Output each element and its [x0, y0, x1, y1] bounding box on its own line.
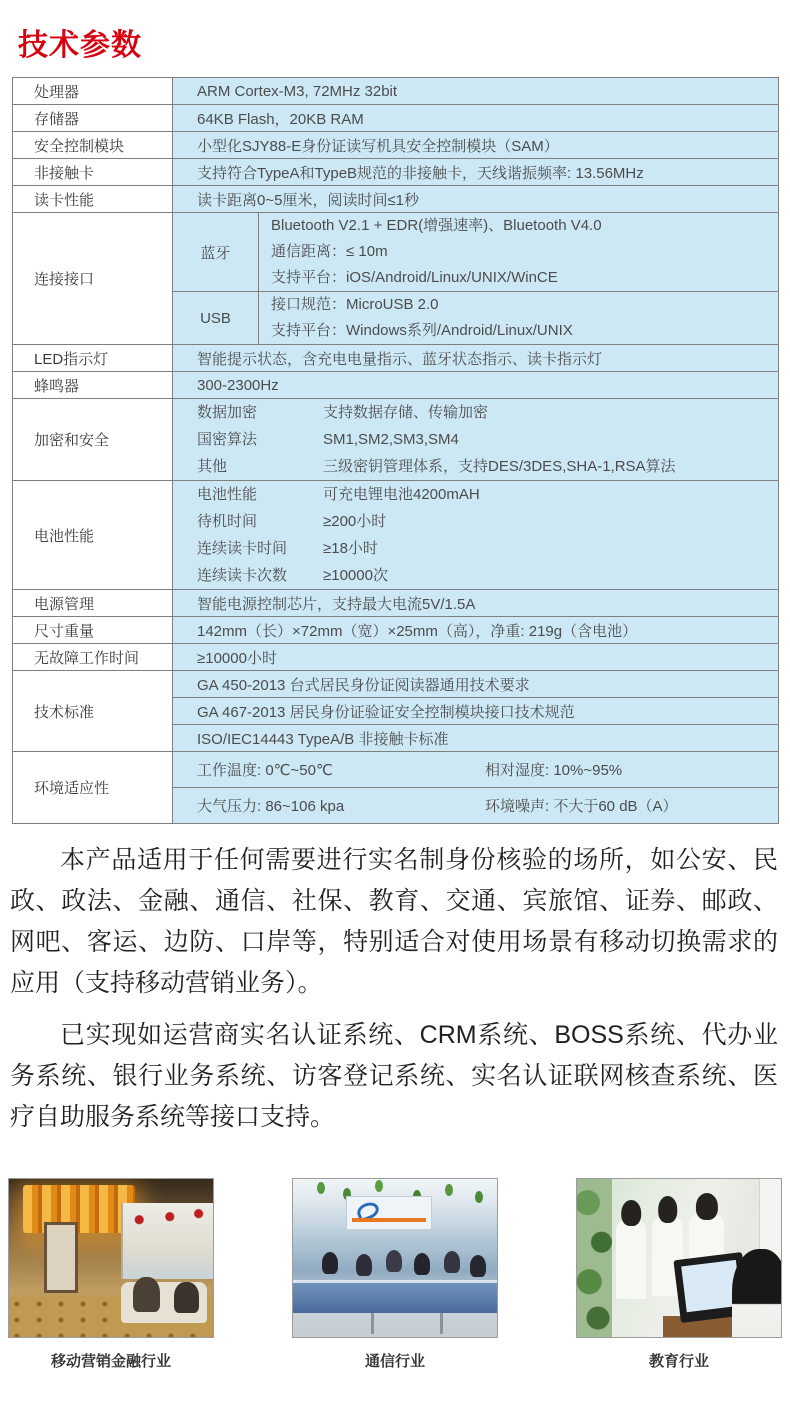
education-industry-photo — [576, 1178, 782, 1338]
spec-value: 300-2300Hz — [173, 372, 779, 399]
finance-industry-photo — [8, 1178, 214, 1338]
bluetooth-line: Bluetooth V2.1 + EDR(增强速率)、Bluetooth V4.0 — [271, 217, 602, 234]
environment-right-value: 环境噪声: 不大于60 dB（A） — [485, 798, 678, 815]
environment-left-value: 工作温度: 0℃~50℃ — [197, 762, 333, 779]
table-row-interface-bluetooth — [13, 213, 779, 292]
sign-band-shape — [352, 1218, 426, 1222]
table-row-memory — [13, 105, 779, 132]
encryption-item-value: SM1,SM2,SM3,SM4 — [323, 431, 459, 448]
encryption-item — [197, 426, 778, 453]
battery-item — [197, 535, 778, 562]
bluetooth-line: 通信距离：≤ 10m — [271, 243, 388, 260]
spec-value: 智能提示状态，含充电电量指示、蓝牙状态指示、读卡指示灯 — [173, 345, 779, 372]
spec-value-bluetooth — [259, 213, 779, 292]
spec-value: 64KB Flash，20KB RAM — [173, 105, 779, 132]
spec-value: ≥10000小时 — [173, 644, 779, 671]
chandelier-shape — [23, 1185, 135, 1232]
table-row-encryption — [13, 399, 779, 481]
table-row-reading-performance — [13, 186, 779, 213]
spec-label: 存储器 — [13, 105, 173, 132]
interface-sub-label-usb: USB — [173, 292, 259, 345]
photo-caption-finance: 移动营销金融行业 — [50, 1353, 171, 1370]
table-row-security-module — [13, 132, 779, 159]
battery-item-key: 电池性能 — [197, 486, 258, 503]
encryption-item-key: 数据加密 — [197, 404, 258, 421]
spec-value-usb — [259, 292, 779, 345]
gallery-item-telecom — [292, 1178, 498, 1371]
usb-line: 接口规范：MicroUSB 2.0 — [271, 296, 439, 313]
battery-item-value: ≥200小时 — [323, 513, 387, 530]
usb-line: 支持平台：Windows系列/Android/Linux/UNIX — [271, 322, 573, 339]
spec-label: 尺寸重量 — [13, 617, 173, 644]
spec-value: ARM Cortex-M3, 72MHz 32bit — [173, 78, 779, 105]
encryption-item-value: 三级密钥管理体系，支持DES/3DES,SHA-1,RSA算法 — [323, 458, 676, 475]
foliage-shape — [577, 1179, 612, 1337]
hanging-plants-shape — [317, 1182, 325, 1194]
operator-girl-shape — [732, 1249, 782, 1337]
gallery-item-finance — [8, 1178, 214, 1371]
spec-value-encryption — [173, 399, 779, 481]
battery-item-key: 待机时间 — [197, 513, 258, 530]
queue-pole-shape — [440, 1313, 443, 1334]
person-shape — [133, 1277, 160, 1312]
queue-pole-shape — [371, 1313, 374, 1334]
student-shape — [616, 1220, 647, 1299]
spec-label: 安全控制模块 — [13, 132, 173, 159]
spec-value: 支持符合TypeA和TypeB规范的非接触卡，天线谐振频率: 13.56MHz — [173, 159, 779, 186]
environment-row — [173, 752, 779, 788]
spec-value: 智能电源控制芯片，支持最大电流5V/1.5A — [173, 590, 779, 617]
battery-item — [197, 481, 778, 508]
table-row-led — [13, 345, 779, 372]
person-shape — [174, 1282, 198, 1314]
encryption-item-key: 其他 — [197, 458, 228, 475]
battery-item-key: 连续读卡时间 — [197, 540, 288, 557]
bank-wall-shape — [121, 1203, 213, 1279]
gallery-item-education — [576, 1178, 782, 1371]
telecom-industry-photo — [292, 1178, 498, 1338]
encryption-item — [197, 399, 778, 426]
spec-label: 非接触卡 — [13, 159, 173, 186]
standard-line: GA 450-2013 台式居民身份证阅读器通用技术要求 — [173, 671, 779, 698]
interface-sub-label-bluetooth: 蓝牙 — [173, 213, 259, 292]
spec-label: 环境适应性 — [13, 752, 173, 824]
spec-value: 小型化SJY88-E身份证读写机具安全控制模块（SAM） — [173, 132, 779, 159]
encryption-item-key: 国密算法 — [197, 431, 258, 448]
product-spec-page — [0, 20, 790, 1428]
table-row-size-weight — [13, 617, 779, 644]
systems-paragraph: 已实现如运营商实名认证系统、CRM系统、BOSS系统、代办业务系统、银行业务系统、访客登记系统、实名认证联网核查系统、医疗自助服务系统等接口支持。 — [10, 1021, 778, 1131]
table-row-battery — [13, 481, 779, 590]
spec-table — [12, 77, 779, 824]
battery-item-key: 连续读卡次数 — [197, 567, 288, 584]
environment-left-value: 大气压力: 86~106 kpa — [197, 798, 345, 815]
standard-line: GA 467-2013 居民身份证验证安全控制模块接口技术规范 — [173, 698, 779, 725]
spec-label: 电池性能 — [13, 481, 173, 590]
spec-label: 无故障工作时间 — [13, 644, 173, 671]
battery-item — [197, 562, 778, 589]
encryption-item-value: 支持数据存储、传输加密 — [323, 404, 489, 421]
table-row-power — [13, 590, 779, 617]
spec-label: 技术标准 — [13, 671, 173, 752]
door-shape — [44, 1222, 79, 1293]
battery-item-value: ≥10000次 — [323, 567, 388, 584]
table-row-environment-1 — [13, 752, 779, 788]
spec-label: 蜂鸣器 — [13, 372, 173, 399]
encryption-item — [197, 453, 778, 480]
standard-line: ISO/IEC14443 TypeA/B 非接触卡标准 — [173, 725, 779, 752]
page-title: 技术参数 — [18, 29, 142, 62]
telecom-sign-shape — [346, 1196, 432, 1229]
photo-caption-telecom: 通信行业 — [364, 1353, 425, 1370]
spec-value: 读卡距离0~5厘米，阅读时间≤1秒 — [173, 186, 779, 213]
table-row-standard-1 — [13, 671, 779, 698]
table-row-contactless-card — [13, 159, 779, 186]
environment-row — [173, 788, 779, 824]
spec-value-battery — [173, 481, 779, 590]
table-row-buzzer — [13, 372, 779, 399]
spec-label: 读卡性能 — [13, 186, 173, 213]
spec-label: 电源管理 — [13, 590, 173, 617]
spec-label: 加密和安全 — [13, 399, 173, 481]
table-row-mtbf — [13, 644, 779, 671]
intro-paragraph: 本产品适用于任何需要进行实名制身份核验的场所，如公安、民政、政法、金融、通信、社保、教育、交通、宾旅馆、证券、邮政、网吧、客运、边防、口岸等，特别适合对使用场景有移动切换需求的应用（支持移动营销业务）。 — [10, 846, 778, 997]
battery-item — [197, 508, 778, 535]
service-counter-shape — [293, 1280, 497, 1313]
people-shapes — [322, 1252, 338, 1274]
photo-caption-education: 教育行业 — [648, 1353, 709, 1370]
spec-label: 处理器 — [13, 78, 173, 105]
battery-item-value: 可充电锂电池4200mAH — [323, 486, 480, 503]
spec-label: 连接接口 — [13, 213, 173, 345]
bluetooth-line: 支持平台：iOS/Android/Linux/UNIX/WinCE — [271, 269, 558, 286]
spec-value: 142mm（长）×72mm（宽）×25mm（高），净重: 219g（含电池） — [173, 617, 779, 644]
industry-gallery — [0, 1178, 790, 1371]
spec-label: LED指示灯 — [13, 345, 173, 372]
environment-right-value: 相对湿度: 10%~95% — [485, 762, 623, 779]
battery-item-value: ≥18小时 — [323, 540, 378, 557]
table-row-processor — [13, 78, 779, 105]
